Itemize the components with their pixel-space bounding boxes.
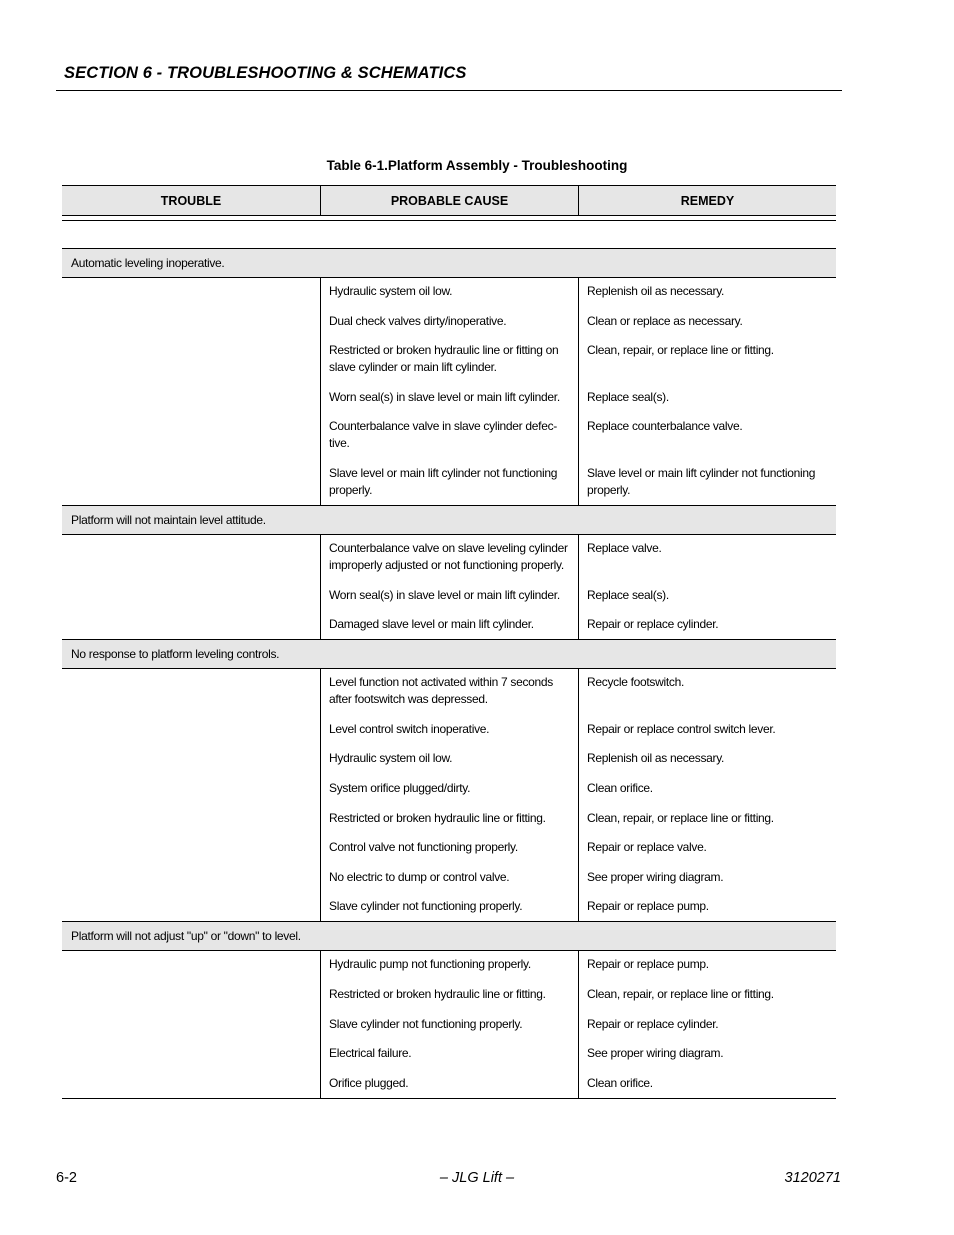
probable-cause-item: Level control switch inoperative. bbox=[329, 721, 490, 736]
probable-cause-item: Slave level or main lift cylinder not functioning properly. bbox=[329, 465, 558, 497]
column-header-trouble: TROUBLE bbox=[160, 193, 222, 208]
probable-cause-item: Electrical failure. bbox=[329, 1046, 412, 1061]
cause-remedy-group bbox=[62, 535, 836, 639]
probable-cause-item: Counterbalance valve on slave leveling cylinder improperly adjusted or not functioning properly. bbox=[329, 540, 568, 572]
trouble-text: No response to platform leveling controls. bbox=[71, 647, 280, 662]
probable-cause-item: Slave cylinder not functioning properly. bbox=[329, 1016, 523, 1031]
probable-cause-item: Restricted or broken hydraulic line or fitting. bbox=[329, 810, 546, 825]
table-title: Table 6-1.Platform Assembly - Troubleshooting bbox=[326, 158, 628, 173]
trouble-text: Platform will not adjust "up" or "down" to level. bbox=[71, 929, 301, 944]
probable-cause-item: Worn seal(s) in slave level or main lift cylinder. bbox=[329, 389, 560, 404]
remedy-cell bbox=[578, 951, 836, 1097]
trouble-cell-empty bbox=[62, 535, 320, 639]
trouble-text: Automatic leveling inoperative. bbox=[71, 256, 225, 270]
remedy-item: Repair or replace cylinder. bbox=[587, 617, 719, 632]
column-header-probable-cause: PROBABLE CAUSE bbox=[320, 186, 578, 215]
probable-cause-item: Hydraulic pump not functioning properly. bbox=[329, 957, 531, 972]
trouble-row bbox=[62, 921, 836, 951]
probable-cause-cell bbox=[320, 535, 578, 639]
header-rule bbox=[56, 90, 842, 91]
probable-cause-item: Restricted or broken hydraulic line or fitting on slave cylinder or main lift cylinder. bbox=[329, 343, 559, 375]
page-number: 6-2 bbox=[56, 1170, 77, 1186]
remedy-cell bbox=[578, 278, 836, 505]
remedy-item: Clean orifice. bbox=[587, 1075, 653, 1090]
remedy-item: Clean, repair, or replace line or fitting. bbox=[587, 986, 774, 1001]
remedy-item: Slave level or main lift cylinder not functioning properly. bbox=[587, 465, 816, 497]
remedy-item: Replenish oil as necessary. bbox=[587, 751, 725, 766]
cause-remedy-group bbox=[62, 669, 836, 921]
trouble-row bbox=[62, 505, 836, 535]
probable-cause-item: Hydraulic system oil low. bbox=[329, 284, 453, 298]
remedy-item: Replace counterbalance valve. bbox=[587, 419, 743, 434]
remedy-item: See proper wiring diagram. bbox=[587, 869, 724, 884]
trouble-row bbox=[62, 248, 836, 278]
remedy-item: Repair or replace control switch lever. bbox=[587, 721, 776, 736]
trouble-cell-empty bbox=[62, 278, 320, 505]
probable-cause-item: Dual check valves dirty/inoperative. bbox=[329, 313, 507, 328]
table-body bbox=[62, 248, 836, 1099]
probable-cause-item: Slave cylinder not functioning properly. bbox=[329, 899, 523, 914]
remedy-item: Clean, repair, or replace line or fitting. bbox=[587, 810, 774, 825]
remedy-item: Repair or replace pump. bbox=[587, 899, 709, 914]
remedy-cell bbox=[578, 669, 836, 921]
probable-cause-item: Control valve not functioning properly. bbox=[329, 840, 518, 855]
remedy-item: Repair or replace valve. bbox=[587, 840, 707, 855]
probable-cause-item: No electric to dump or control valve. bbox=[329, 869, 510, 884]
probable-cause-item: Restricted or broken hydraulic line or fitting. bbox=[329, 986, 546, 1001]
trouble-row bbox=[62, 639, 836, 669]
remedy-item: Clean orifice. bbox=[587, 780, 653, 795]
remedy-item: Clean or replace as necessary. bbox=[587, 313, 743, 328]
remedy-item: Replace valve. bbox=[587, 540, 662, 555]
table-header-row bbox=[62, 185, 836, 216]
cause-remedy-group bbox=[62, 278, 836, 505]
probable-cause-cell bbox=[320, 278, 578, 505]
trouble-cell-empty bbox=[62, 951, 320, 1097]
document-number: 3120271 bbox=[784, 1170, 841, 1186]
probable-cause-item: Hydraulic system oil low. bbox=[329, 751, 453, 766]
trouble-text: Platform will not maintain level attitude. bbox=[71, 512, 266, 527]
probable-cause-item: Level function not activated within 7 seconds after footswitch was depressed. bbox=[329, 675, 553, 707]
probable-cause-item: System orifice plugged/dirty. bbox=[329, 780, 471, 795]
probable-cause-item: Worn seal(s) in slave level or main lift cylinder. bbox=[329, 587, 560, 602]
remedy-cell bbox=[578, 535, 836, 639]
probable-cause-item: Damaged slave level or main lift cylinder. bbox=[329, 617, 534, 632]
section-title: SECTION 6 - TROUBLESHOOTING & SCHEMATICS bbox=[64, 64, 467, 82]
probable-cause-cell bbox=[320, 669, 578, 921]
troubleshooting-table bbox=[62, 185, 836, 1099]
column-header-remedy: REMEDY bbox=[578, 186, 836, 215]
remedy-item: Recycle footswitch. bbox=[587, 675, 685, 690]
footer-publisher: – JLG Lift – bbox=[439, 1170, 515, 1186]
probable-cause-item: Orifice plugged. bbox=[329, 1075, 409, 1090]
remedy-item: Clean, repair, or replace line or fitting. bbox=[587, 343, 774, 358]
trouble-cell-empty bbox=[62, 669, 320, 921]
probable-cause-item: Counterbalance valve in slave cylinder defec-tive. bbox=[329, 419, 557, 451]
cause-remedy-group bbox=[62, 951, 836, 1098]
remedy-item: Repair or replace cylinder. bbox=[587, 1016, 719, 1031]
remedy-item: Replace seal(s). bbox=[587, 389, 669, 404]
remedy-item: Replenish oil as necessary. bbox=[587, 284, 725, 298]
remedy-item: Replace seal(s). bbox=[587, 587, 669, 602]
header-spacer bbox=[62, 221, 836, 248]
probable-cause-cell bbox=[320, 951, 578, 1097]
remedy-item: See proper wiring diagram. bbox=[587, 1046, 724, 1061]
remedy-item: Repair or replace pump. bbox=[587, 957, 709, 972]
